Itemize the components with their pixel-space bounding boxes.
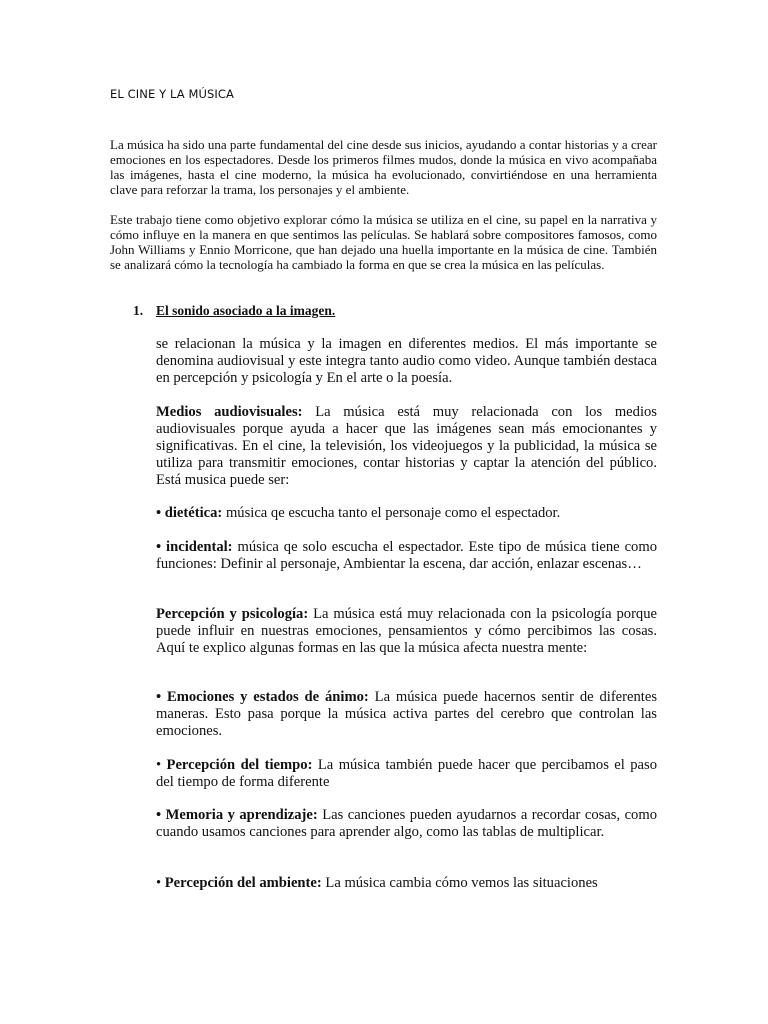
paragraph-text: La música está muy relacionada con la psicología porque puede influir en nuestras emociones, pensamientos y cómo percibimos las cosas. Aquí te explico algunas formas en las que la música afecta nuestra mente: [156, 606, 657, 656]
section-heading-text: El sonido asociado a la imagen. [156, 303, 336, 318]
section-heading [133, 303, 335, 319]
bullet-marker: • [156, 875, 165, 891]
bullet-text: La música cambia cómo vemos las situaciones [321, 875, 598, 891]
body-paragraph [156, 404, 657, 489]
intro-paragraph-1: La música ha sido una parte fundamental del cine desde sus inicios, ayudando a contar historias y a crear emociones en los espectadores. Desde los primeros filmes mudos, donde la música en vivo acompañaba las imágenes, hasta el cine moderno, la música ha evolucionado, convirtiéndose en una herramienta clave para reforzar la trama, los personajes y el ambiente. [110, 137, 657, 197]
paragraph-label: Medios audiovisuales: [156, 404, 303, 420]
bullet-item [156, 689, 657, 740]
bullet-label: • Memoria y aprendizaje: [156, 807, 318, 823]
bullet-text: Las canciones pueden ayudarnos a recordar cosas, como cuando usamos canciones para aprender algo, como las tablas de multiplicar. [156, 807, 658, 840]
bullet-item [156, 539, 657, 573]
bullet-item [156, 757, 657, 791]
bullet-text: música qe escucha tanto el personaje como el espectador. [222, 505, 561, 521]
paragraph-text: se relacionan la música y la imagen en diferentes medios. El más importante se denomina audiovisual y este integra tanto audio como video. Aunque también destaca en percepción y psicología y En el arte o la poesía. [156, 336, 657, 386]
bullet-item [156, 875, 657, 892]
bullet-label: Percepción del ambiente: [164, 875, 322, 891]
bullet-label: • Emociones y estados de ánimo: [156, 689, 369, 705]
bullet-marker: • [156, 757, 167, 773]
bullet-text: La música también puede hacer que percibamos el paso del tiempo de forma diferente [156, 757, 658, 790]
intro-paragraph-2: Este trabajo tiene como objetivo explorar cómo la música se utiliza en el cine, su papel en la narrativa y cómo influye en la manera en que sentimos las películas. Se hablará sobre compositores famosos, como John Williams y Ennio Morricone, que han dejado una huella importante en la música de cine. También se analizará cómo la tecnología ha cambiado la forma en que se crea la música en las películas. [110, 212, 657, 272]
bullet-label: Percepción del tiempo: [166, 757, 313, 773]
bullet-label: • dietética: [156, 505, 223, 521]
section-number: 1. [133, 303, 144, 318]
paragraph-text: La música está muy relacionada con los medios audiovisuales porque ayuda a hacer que las imágenes sean más emocionantes y significativas. En el cine, la televisión, los videojuegos y la publicidad, la música se utiliza para transmitir emociones, contar historias y captar la atención del público. Está musica puede ser: [156, 404, 657, 488]
document-title: EL CINE Y LA MÚSICA [110, 87, 234, 101]
body-paragraph [156, 606, 657, 657]
bullet-item [156, 807, 657, 841]
bullet-item [156, 505, 657, 522]
bullet-text: La música puede hacernos sentir de diferentes maneras. Esto pasa porque la música activa partes del cerebro que controlan las emociones. [156, 689, 657, 739]
paragraph-label: Percepción y psicología: [156, 606, 309, 622]
body-paragraph [156, 336, 657, 387]
bullet-text: música qe solo escucha el espectador. Este tipo de música tiene como funciones: Definir al personaje, Ambientar la escena, dar acción, enlazar escenas… [156, 539, 657, 572]
bullet-label: • incidental: [156, 539, 233, 555]
